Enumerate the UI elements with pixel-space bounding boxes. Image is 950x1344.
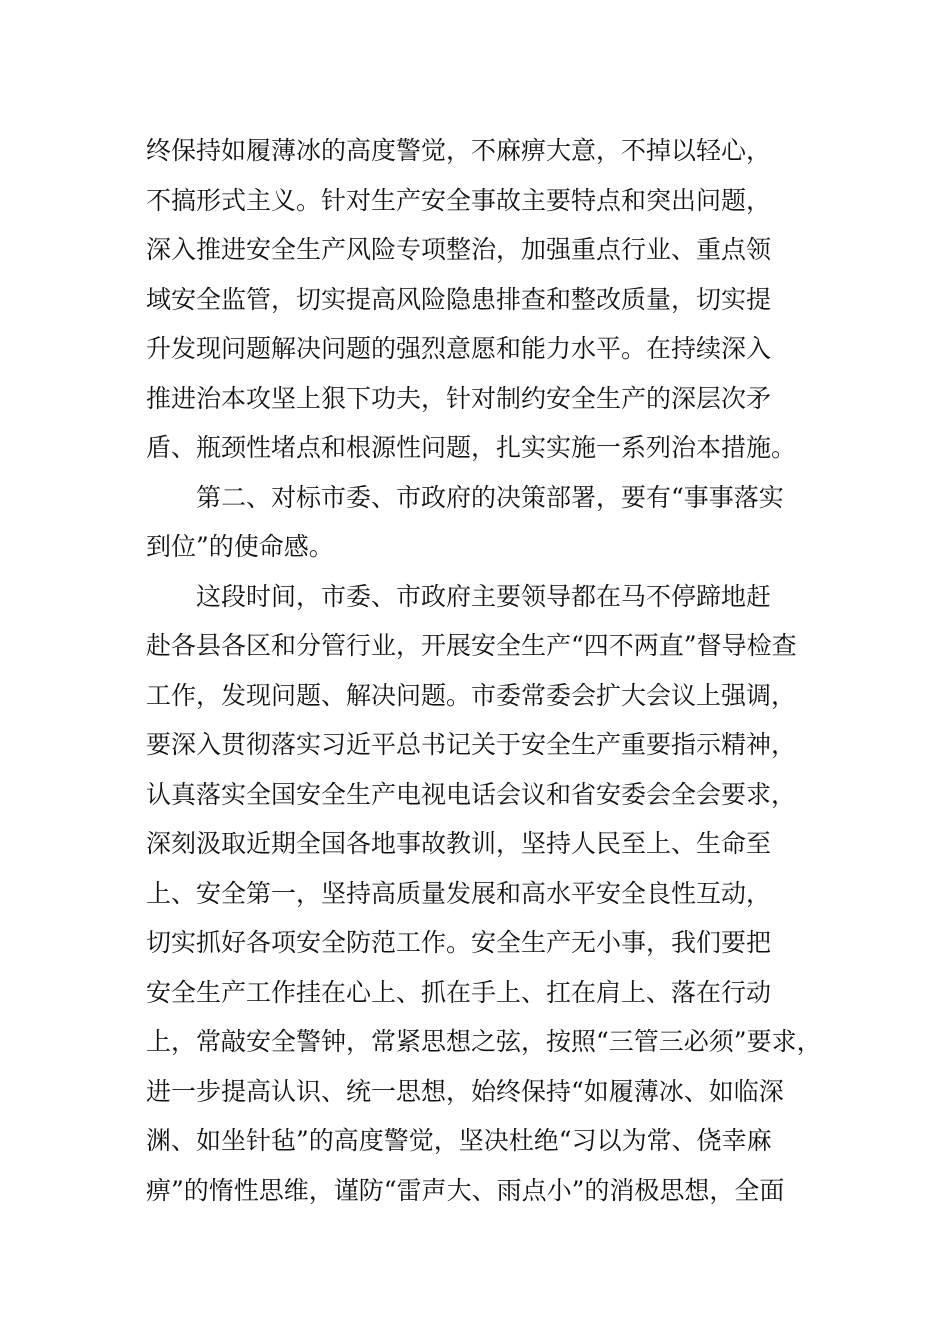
- text-line: 痹”的惰性思维，谨防“雷声大、雨点小”的消极思想，全面: [146, 1175, 785, 1205]
- text-line: 切实抓好各项安全防范工作。安全生产无小事，我们要把: [146, 928, 772, 957]
- text-line: 深入推进安全生产风险专项整治，加强重点行业、重点领: [146, 235, 772, 264]
- text-line: 上、安全第一，坚持高质量发展和高水平安全良性互动，: [146, 878, 772, 908]
- text-line: 上，常敲安全警钟，常紧思想之弦，按照“三管三必须”要求，: [146, 1027, 822, 1056]
- text-line: 工作，发现问题、解决问题。市委常委会扩大会议上强调，: [146, 680, 797, 710]
- paragraph-start-line: 这段时间，市委、市政府主要领导都在马不停蹄地赶: [196, 581, 772, 611]
- text-line: 升发现问题解决问题的强烈意愿和能力水平。在持续深入: [146, 334, 772, 363]
- text-line: 安全生产工作挂在心上、抓在手上、扛在肩上、落在行动: [146, 977, 772, 1007]
- text-line: 推进治本攻坚上狠下功夫，针对制约安全生产的深层次矛: [146, 383, 772, 413]
- text-line: 深刻汲取近期全国各地事故教训，坚持人民至上、生命至: [146, 829, 772, 858]
- text-line: 赴各县各区和分管行业，开展安全生产“四不两直”督导检查: [146, 631, 797, 660]
- text-line: 盾、瓶颈性堵点和根源性问题，扎实实施一系列治本措施。: [146, 433, 797, 462]
- text-line: 域安全监管，切实提高风险隐患排查和整改质量，切实提: [146, 284, 772, 314]
- text-line: 到位”的使命感。: [146, 532, 334, 561]
- text-line: 终保持如履薄冰的高度警觉，不麻痹大意，不掉以轻心，: [146, 136, 772, 165]
- document-body: [146, 126, 826, 1215]
- text-line: 要深入贯彻落实习近平总书记关于安全生产重要指示精神，: [146, 730, 797, 759]
- paragraph-start-line: 第二、对标市委、市政府的决策部署，要有“事事落实: [196, 482, 784, 512]
- text-line: 不搞形式主义。针对生产安全事故主要特点和突出问题，: [146, 185, 772, 215]
- text-line: 渊、如坐针毡”的高度警觉，坚决杜绝“习以为常、侥幸麻: [146, 1126, 772, 1155]
- text-line: 认真落实全国安全生产电视电话会议和省安委会全会要求，: [146, 779, 797, 809]
- text-line: 进一步提高认识、统一思想，始终保持“如履薄冰、如临深: [146, 1076, 784, 1106]
